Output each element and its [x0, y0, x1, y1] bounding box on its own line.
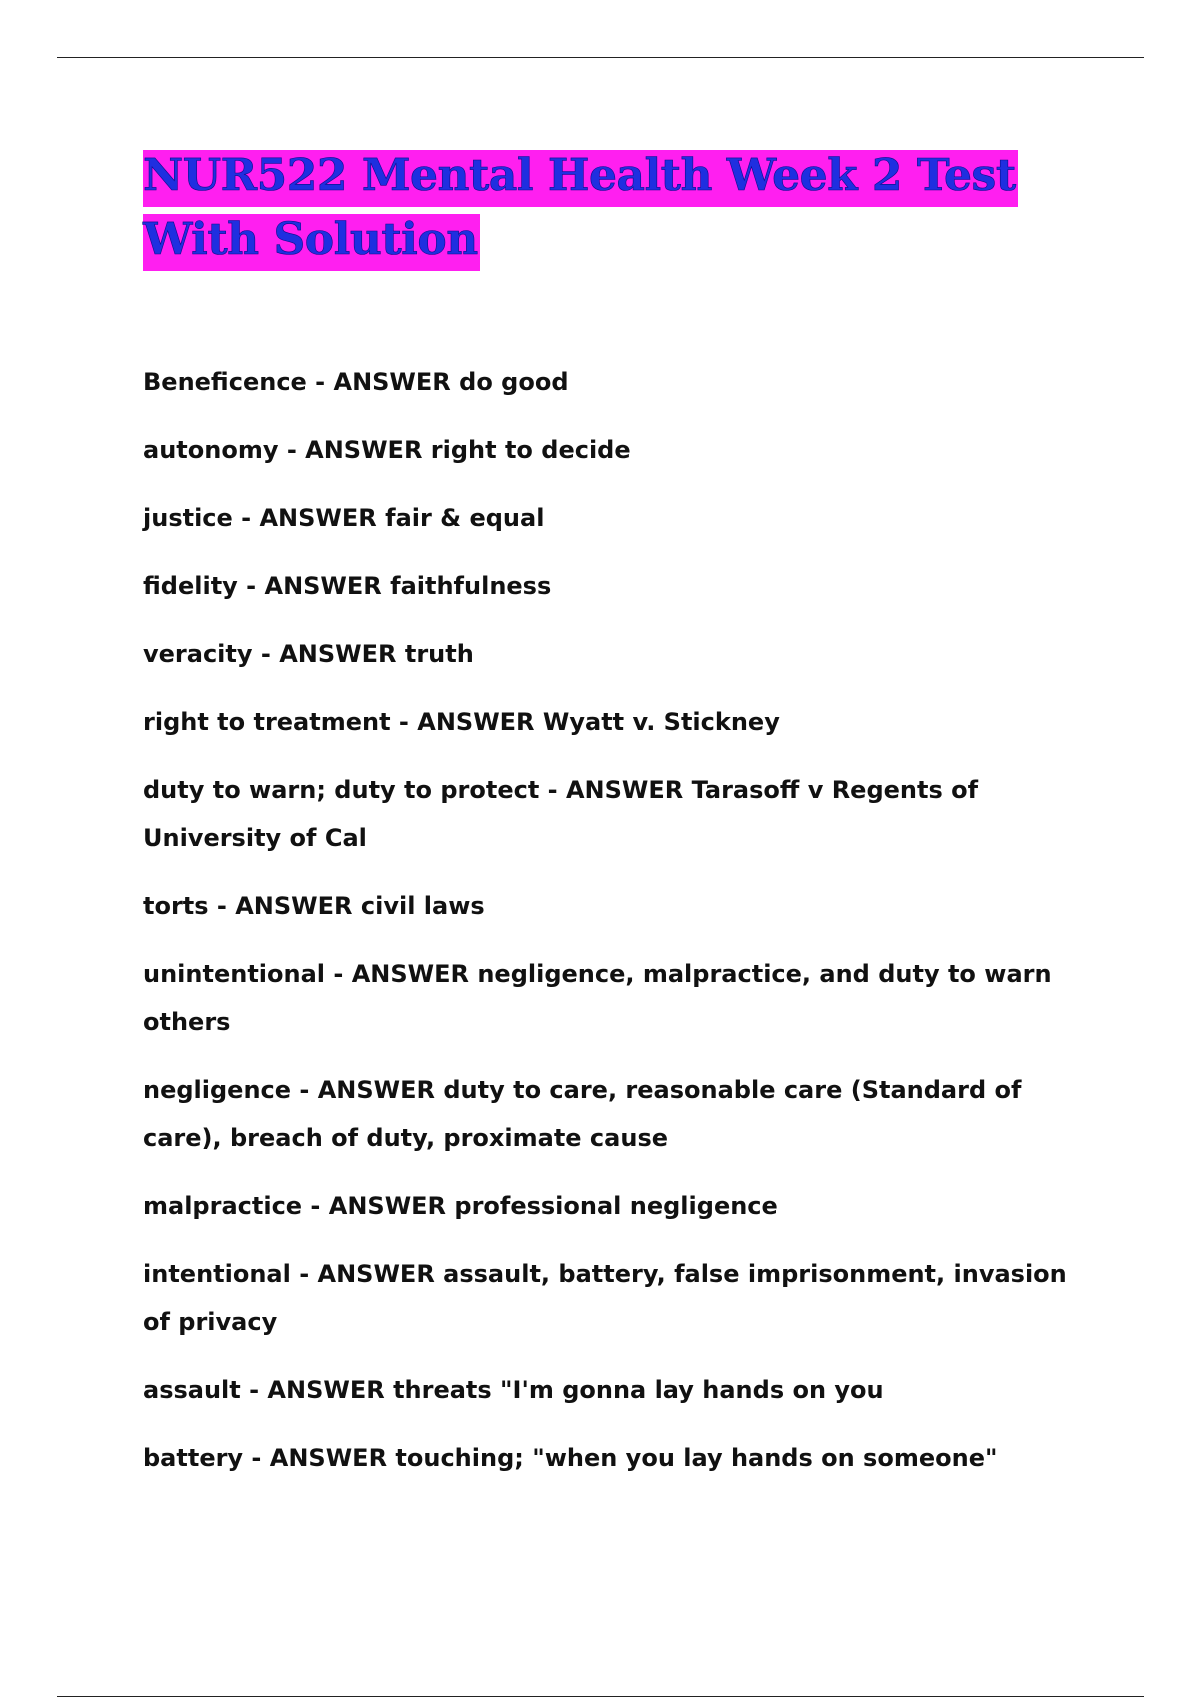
qa-item-justice: justice - ANSWER fair & equal — [143, 504, 545, 532]
document-title — [143, 144, 1043, 272]
qa-item-right-to-treatment: right to treatment - ANSWER Wyatt v. Stickney — [143, 708, 780, 736]
qa-item-torts: torts - ANSWER civil laws — [143, 892, 485, 920]
qa-item-negligence: negligence - ANSWER duty to care, reasonable care (Standard of care), breach of duty, proximate cause — [143, 1076, 1022, 1152]
bottom-rule — [57, 1696, 1144, 1697]
title-highlight: NUR522 Mental Health Week 2 Test With Solution — [143, 150, 1018, 271]
qa-item-beneficence: Beneficence - ANSWER do good — [143, 368, 569, 396]
qa-item-fidelity: fidelity - ANSWER faithfulness — [143, 572, 552, 600]
qa-item-battery: battery - ANSWER touching; "when you lay hands on someone" — [143, 1444, 998, 1472]
qa-list — [143, 358, 1093, 1502]
top-rule — [57, 57, 1144, 58]
qa-item-unintentional: unintentional - ANSWER negligence, malpractice, and duty to warn others — [143, 960, 1052, 1036]
qa-item-assault: assault - ANSWER threats "I'm gonna lay hands on you — [143, 1376, 884, 1404]
qa-item-veracity: veracity - ANSWER truth — [143, 640, 474, 668]
qa-item-intentional: intentional - ANSWER assault, battery, false imprisonment, invasion of privacy — [143, 1260, 1067, 1336]
qa-item-autonomy: autonomy - ANSWER right to decide — [143, 436, 631, 464]
qa-item-malpractice: malpractice - ANSWER professional negligence — [143, 1192, 778, 1220]
qa-item-duty-to-warn: duty to warn; duty to protect - ANSWER Tarasoff v Regents of University of Cal — [143, 776, 979, 852]
